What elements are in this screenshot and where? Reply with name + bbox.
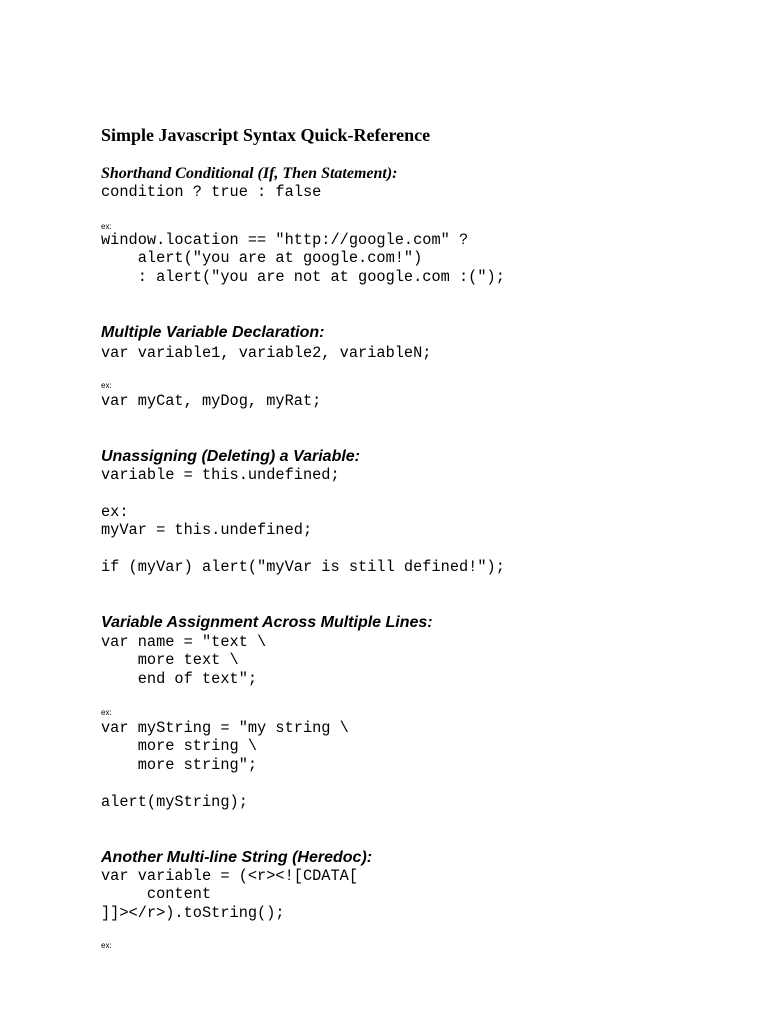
example-label-heredoc: ex: (101, 941, 112, 950)
section-heading-shorthand-conditional: Shorthand Conditional (If, Then Statement): (101, 165, 398, 182)
example-unassigning-variable: ex: myVar = this.undefined; if (myVar) alert("myVar is still defined!"); (101, 503, 505, 577)
syntax-unassigning-variable: variable = this.undefined; (101, 466, 340, 484)
section-heading-multiple-variable-declaration: Multiple Variable Declaration: (101, 324, 325, 341)
syntax-heredoc: var variable = (<r><![CDATA[ content ]]></r>).toString(); (101, 867, 359, 922)
syntax-multiple-variable-declaration: var variable1, variable2, variableN; (101, 344, 432, 362)
syntax-shorthand-conditional: condition ? true : false (101, 183, 322, 201)
example-multiple-variable-declaration: var myCat, myDog, myRat; (101, 392, 322, 410)
example-multi-line-assignment: var myString = "my string \ more string \ more string"; alert(myString); (101, 719, 349, 811)
example-label-multiple-variable-declaration: ex: (101, 381, 112, 390)
section-heading-unassigning-variable: Unassigning (Deleting) a Variable: (101, 448, 361, 465)
document-title: Simple Javascript Syntax Quick-Reference (101, 125, 431, 145)
section-heading-heredoc: Another Multi-line String (Heredoc): (101, 849, 373, 866)
example-shorthand-conditional: window.location == "http://google.com" ? alert("you are at google.com!") : alert("you are not at google.com :("); (101, 231, 505, 286)
section-heading-multi-line-assignment: Variable Assignment Across Multiple Lines: (101, 614, 433, 631)
example-label-multi-line-assignment: ex: (101, 708, 112, 717)
example-label-shorthand-conditional: ex: (101, 222, 112, 231)
syntax-multi-line-assignment: var name = "text \ more text \ end of text"; (101, 633, 267, 688)
document-page (101, 0, 741, 1024)
